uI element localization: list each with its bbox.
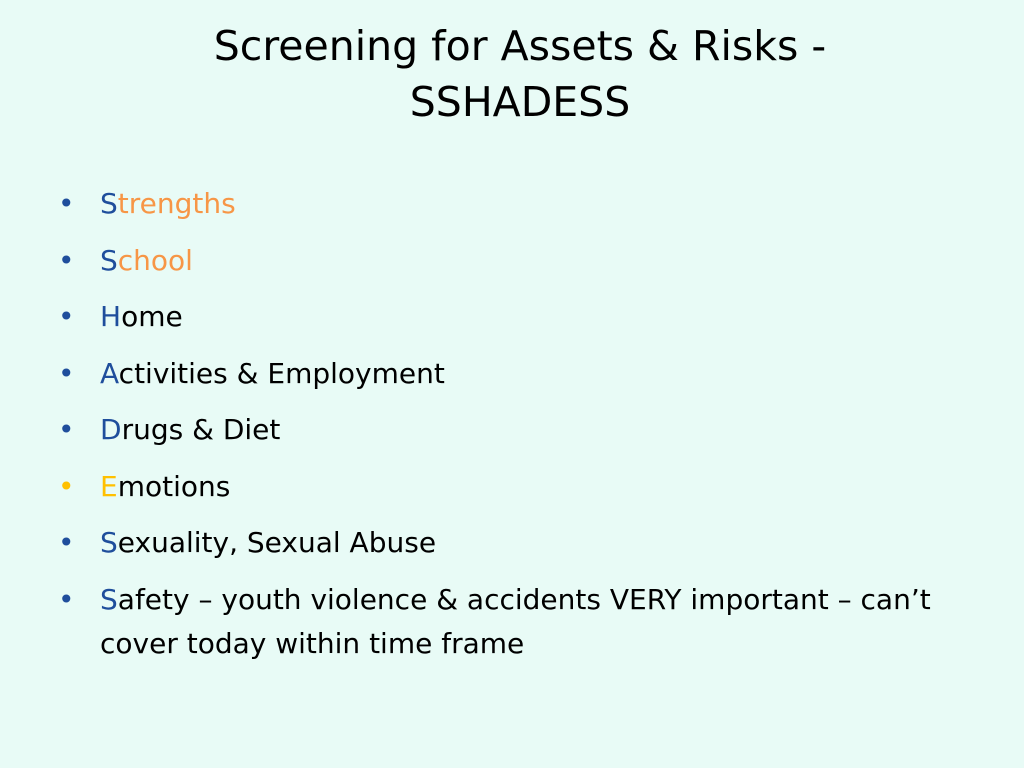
bullet-icon: • — [58, 469, 75, 503]
bullet-initial: A — [100, 356, 119, 390]
bullet-initial: S — [100, 526, 118, 559]
bullet-initial: S — [100, 243, 118, 277]
bullet-item-drugs — [58, 408, 958, 452]
bullet-text: afety – youth violence & accidents VERY important – can’t cover today within time frame — [100, 582, 931, 660]
bullet-item-school — [58, 239, 958, 283]
bullet-icon: • — [58, 582, 75, 616]
bullet-initial: D — [100, 413, 122, 446]
slide-title — [100, 18, 940, 130]
slide-title-line-1: Screening for Assets & Risks - — [213, 22, 827, 70]
bullet-text: motions — [117, 469, 231, 503]
bullet-text: ctivities & Employment — [118, 356, 445, 390]
bullet-icon: • — [58, 526, 75, 559]
bullet-icon: • — [58, 187, 75, 220]
bullet-text: ome — [121, 300, 183, 333]
bullet-icon: • — [58, 243, 75, 277]
bullet-item-home — [58, 295, 958, 339]
slide-title-line-2: SSHADESS — [409, 78, 631, 126]
bullet-initial: S — [100, 187, 118, 220]
bullet-text: exuality, Sexual Abuse — [117, 526, 437, 559]
bullet-icon: • — [58, 356, 75, 390]
bullet-icon: • — [58, 300, 75, 333]
bullet-list — [58, 182, 958, 678]
bullet-text: trengths — [117, 187, 236, 220]
bullet-item-activities — [58, 352, 958, 396]
bullet-text: rugs & Diet — [121, 413, 281, 446]
bullet-icon: • — [58, 413, 75, 446]
bullet-initial: H — [100, 300, 122, 333]
bullet-item-sexuality — [58, 521, 958, 565]
bullet-initial: S — [100, 582, 118, 616]
bullet-item-safety — [58, 578, 958, 666]
bullet-initial: E — [100, 469, 118, 503]
bullet-text: chool — [117, 243, 193, 277]
bullet-item-emotions — [58, 465, 958, 509]
bullet-item-strengths — [58, 182, 958, 226]
